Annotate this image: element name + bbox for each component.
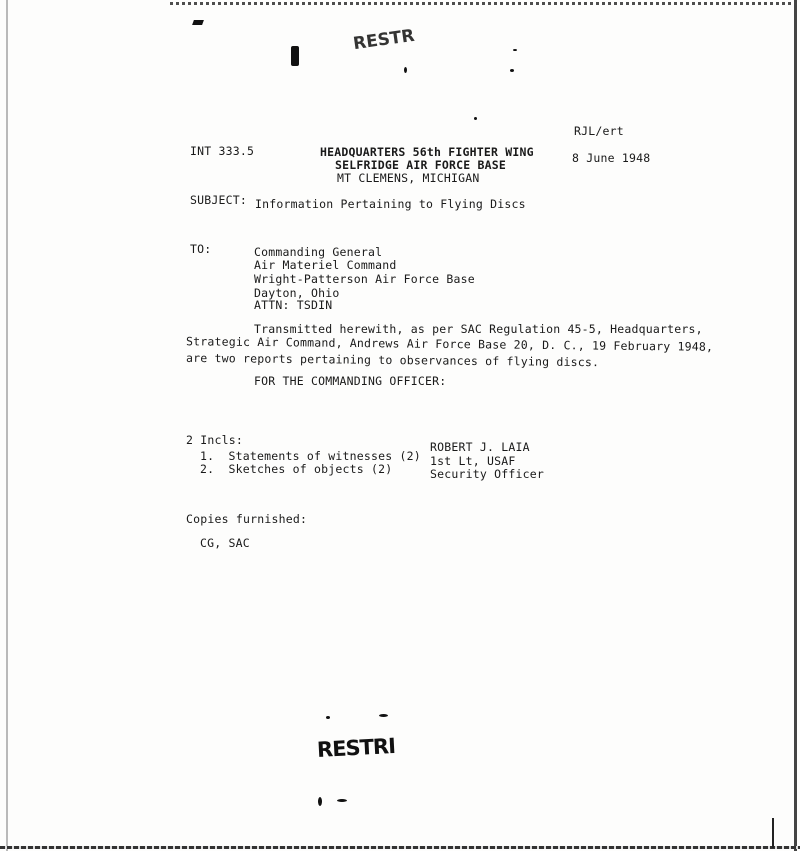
base-name: SELFRIDGE AIR FORCE BASE [335,158,506,172]
unit-name: HEADQUARTERS 56th FIGHTER WING [320,145,534,159]
to-line: ATTN: TSDIN [254,298,333,312]
scan-mark [510,69,514,72]
restricted-stamp-bottom: RESTRI [316,733,396,763]
to-label: TO: [190,242,212,256]
copies-recipient: CG, SAC [200,536,250,550]
fold-mark [772,818,774,848]
inclosure-item: 1. Statements of witnesses (2) [200,449,421,463]
inclosure-item: 2. Sketches of objects (2) [200,462,393,476]
to-line: Commanding General [254,245,383,259]
page-right-edge [794,0,797,851]
to-line: Dayton, Ohio [254,286,340,300]
inclosures-label: 2 Incls: [186,433,243,447]
restricted-stamp-top: RESTR [351,25,416,55]
closing-line: FOR THE COMMANDING OFFICER: [254,374,447,388]
to-line: Wright-Patterson Air Force Base [254,272,475,286]
copies-label: Copies furnished: [186,512,308,526]
location: MT CLEMENS, MICHIGAN [337,171,480,185]
body-line: Strategic Air Command, Andrews Air Force Base 20, D. C., 19 February 1948, [185,334,714,354]
scan-mark [404,67,407,73]
scan-mark [318,797,322,806]
scan-mark [513,49,517,51]
page-left-edge [6,0,8,851]
scan-mark [474,117,477,120]
scan-mark [326,716,330,719]
reference-initials: RJL/ert [574,124,624,138]
signer-title: Security Officer [430,467,544,481]
to-line: Air Materiel Command [254,258,397,272]
body-line: are two reports pertaining to observances of flying discs. [185,350,600,370]
body-line: Transmitted herewith, as per SAC Regulation 45-5, Headquarters, [254,322,703,336]
scan-mark [291,46,299,66]
page-top-edge [170,2,800,5]
page-bottom-edge [0,846,800,849]
signer-rank: 1st Lt, USAF [430,454,516,468]
file-number: INT 333.5 [190,144,255,158]
scan-mark [192,20,204,25]
signer-name: ROBERT J. LAIA [430,440,530,454]
scan-mark [337,799,347,802]
scan-mark [379,714,388,717]
subject-label: SUBJECT: [190,193,247,207]
document-date: 8 June 1948 [572,151,651,165]
subject-text: Information Pertaining to Flying Discs [255,197,526,211]
